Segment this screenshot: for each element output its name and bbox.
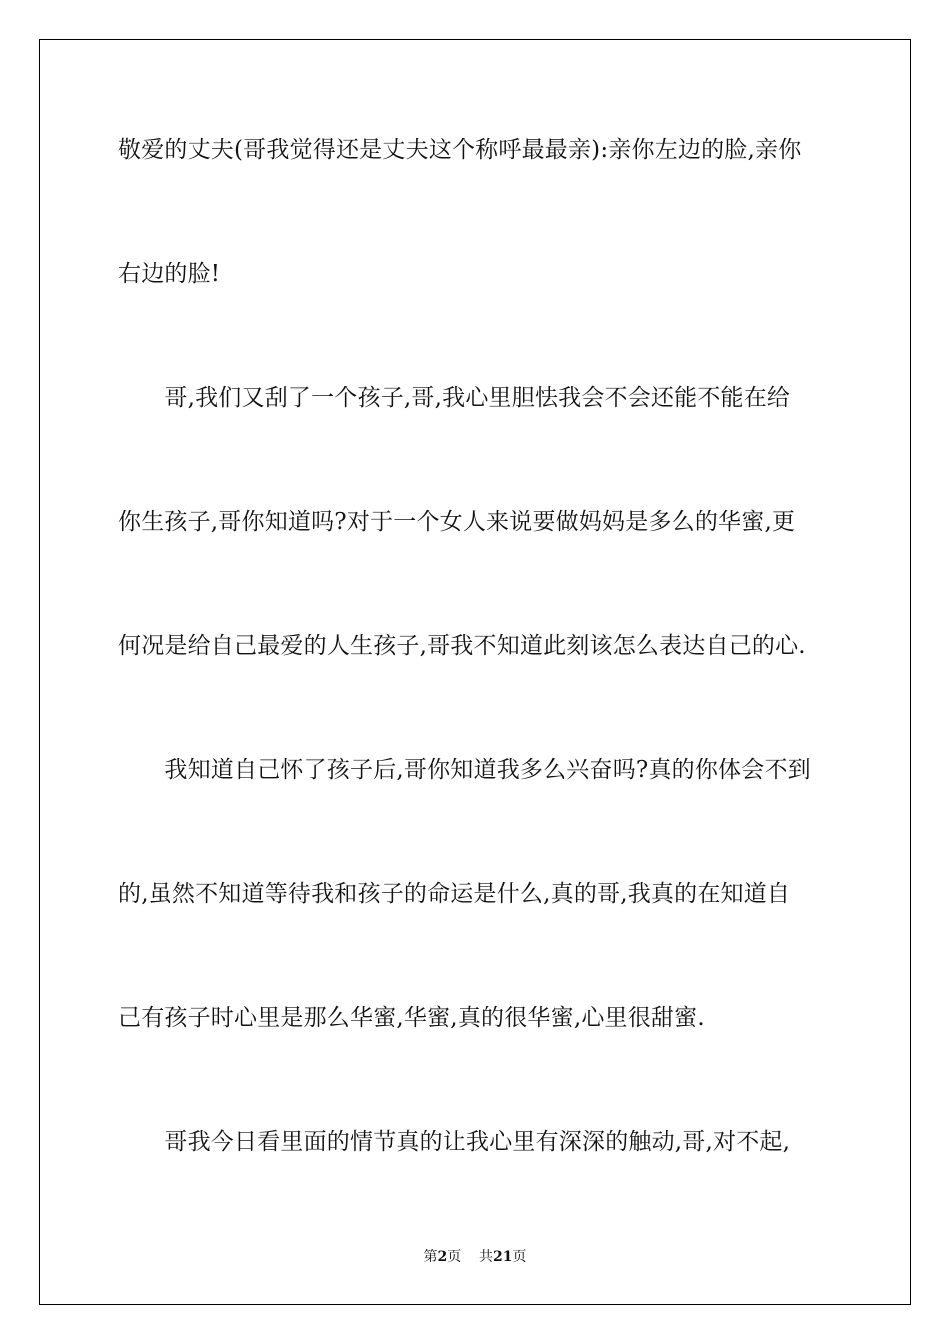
page-prefix: 第 [423, 1249, 438, 1265]
page-suffix: 页 [447, 1249, 462, 1265]
text-line: 哥,我们又刮了一个孩子,哥,我心里胆怯我会不会还能不能在给 [118, 385, 791, 411]
page-footer [0, 1246, 950, 1266]
text-line: 的,虽然不知道等待我和孩子的命运是什么,真的哥,我真的在知道自 [118, 881, 791, 907]
text-line: 敬爱的丈夫(哥我觉得还是丈夫这个称呼最最亲):亲你左边的脸,亲你 [118, 137, 802, 163]
total-prefix: 共 [479, 1249, 494, 1265]
text-line: 你生孩子,哥你知道吗?对于一个女人来说要做妈妈是多么的华蜜,更 [118, 509, 796, 535]
text-line: 我知道自己怀了孩子后,哥你知道我多么兴奋吗?真的你体会不到 [118, 757, 811, 783]
page-number: 2 [437, 1249, 448, 1265]
text-line: 哥我今日看里面的情节真的让我心里有深深的触动,哥,对不起, [118, 1129, 791, 1155]
total-pages: 21 [493, 1249, 513, 1265]
text-line: 右边的脸! [118, 261, 221, 287]
text-line: 己有孩子时心里是那么华蜜,华蜜,真的很华蜜,心里很甜蜜. [118, 1005, 705, 1031]
text-line: 何况是给自己最爱的人生孩子,哥我不知道此刻该怎么表达自己的心. [118, 633, 806, 659]
page-border [39, 39, 911, 1305]
total-suffix: 页 [512, 1249, 527, 1265]
